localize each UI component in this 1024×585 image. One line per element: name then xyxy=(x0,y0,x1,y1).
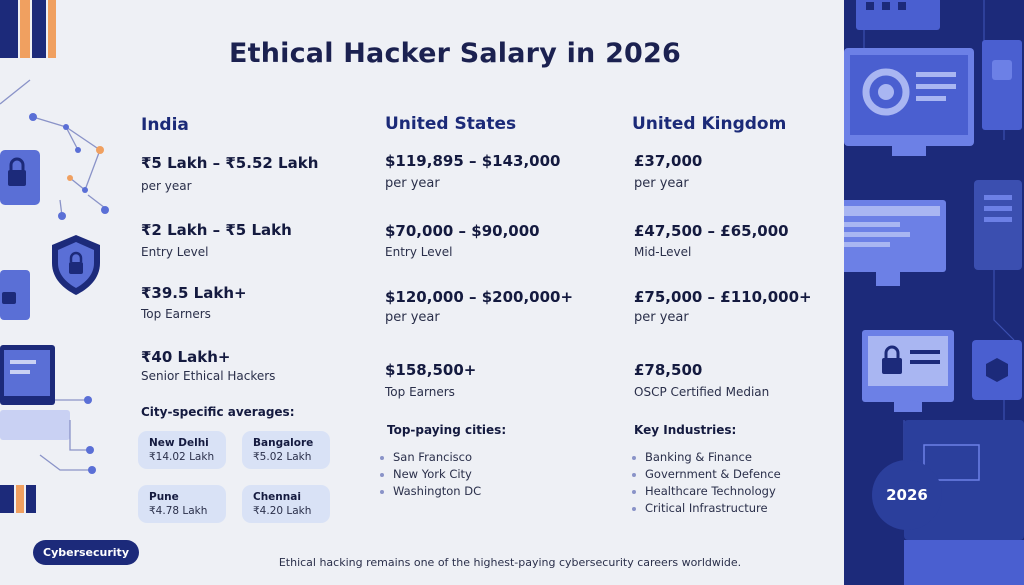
india-entry-label: Entry Level xyxy=(141,245,209,259)
india-salary-label: per year xyxy=(141,179,192,193)
us-salary-label: per year xyxy=(385,176,440,191)
city-name: Pune xyxy=(149,491,179,503)
stripe-block-bottom xyxy=(0,485,36,513)
city-value: ₹5.02 Lakh xyxy=(253,451,312,463)
chip-icon xyxy=(974,180,1022,270)
list-item: Critical Infrastructure xyxy=(632,501,781,518)
uk-oscp-amount: £78,500 xyxy=(634,361,703,379)
uk-salary-label: per year xyxy=(634,176,689,191)
us-top-amount: $158,500+ xyxy=(385,361,477,379)
uk-oscp-label: OSCP Certified Median xyxy=(634,385,770,399)
panel-right xyxy=(982,40,1022,130)
list-item: Washington DC xyxy=(380,484,481,501)
uk-mid-label: Mid-Level xyxy=(634,245,692,259)
shield-lock-icon xyxy=(52,235,100,295)
uk-mid-amount: £47,500 – £65,000 xyxy=(634,222,789,240)
list-item: San Francisco xyxy=(380,450,481,467)
list-item: Banking & Finance xyxy=(632,450,781,467)
hex-icon xyxy=(972,340,1022,400)
city-card-new-delhi xyxy=(138,431,226,469)
city-value: ₹4.20 Lakh xyxy=(253,505,312,517)
list-item: New York City xyxy=(380,467,481,484)
footer-note: Ethical hacking remains one of the highest-paying cybersecurity careers worldwide. xyxy=(278,556,742,569)
top-cities-list xyxy=(380,450,481,501)
us-range-label: per year xyxy=(385,310,440,325)
uk-range-label: per year xyxy=(634,310,689,325)
us-heading: United States xyxy=(385,114,517,134)
india-top-amount: ₹39.5 Lakh+ xyxy=(141,284,247,302)
us-top-label: Top Earners xyxy=(385,385,455,399)
list-item: Government & Defence xyxy=(632,467,781,484)
left-decoration xyxy=(0,0,130,585)
list-item: Healthcare Technology xyxy=(632,484,781,501)
india-top-label: Top Earners xyxy=(141,307,211,321)
city-card-pune xyxy=(138,485,226,523)
year-badge: 2026 xyxy=(872,460,942,530)
us-entry-label: Entry Level xyxy=(385,245,453,259)
city-name: New Delhi xyxy=(149,437,209,449)
category-badge: Cybersecurity xyxy=(33,540,139,565)
top-cities-heading: Top-paying cities: xyxy=(387,423,507,437)
uk-range-amount: £75,000 – £110,000+ xyxy=(634,288,812,306)
city-averages-heading: City-specific averages: xyxy=(141,405,295,419)
monitor-icon xyxy=(0,345,70,440)
india-heading: India xyxy=(141,115,189,135)
uk-heading: United Kingdom xyxy=(632,114,787,134)
city-card-chennai xyxy=(242,485,330,523)
key-industries-heading: Key Industries: xyxy=(634,423,737,437)
india-senior-label: Senior Ethical Hackers xyxy=(141,369,276,383)
us-entry-amount: $70,000 – $90,000 xyxy=(385,222,540,240)
city-value: ₹4.78 Lakh xyxy=(149,505,208,517)
uk-salary-amount: £37,000 xyxy=(634,152,703,170)
india-salary-amount: ₹5 Lakh – ₹5.52 Lakh xyxy=(141,154,319,172)
lock-monitor-icon xyxy=(862,330,954,412)
lock-icon xyxy=(0,150,40,205)
india-senior-amount: ₹40 Lakh+ xyxy=(141,348,231,366)
key-industries-list xyxy=(632,450,781,518)
city-name: Bangalore xyxy=(253,437,314,449)
city-value: ₹14.02 Lakh xyxy=(149,451,215,463)
lock-icon xyxy=(0,270,30,320)
page-title: Ethical Hacker Salary in 2026 xyxy=(228,38,682,69)
us-range-amount: $120,000 – $200,000+ xyxy=(385,288,574,306)
city-card-bangalore xyxy=(242,431,330,469)
india-entry-amount: ₹2 Lakh – ₹5 Lakh xyxy=(141,221,292,239)
top-panel xyxy=(856,0,940,30)
us-salary-amount: $119,895 – $143,000 xyxy=(385,152,561,170)
city-name: Chennai xyxy=(253,491,301,503)
